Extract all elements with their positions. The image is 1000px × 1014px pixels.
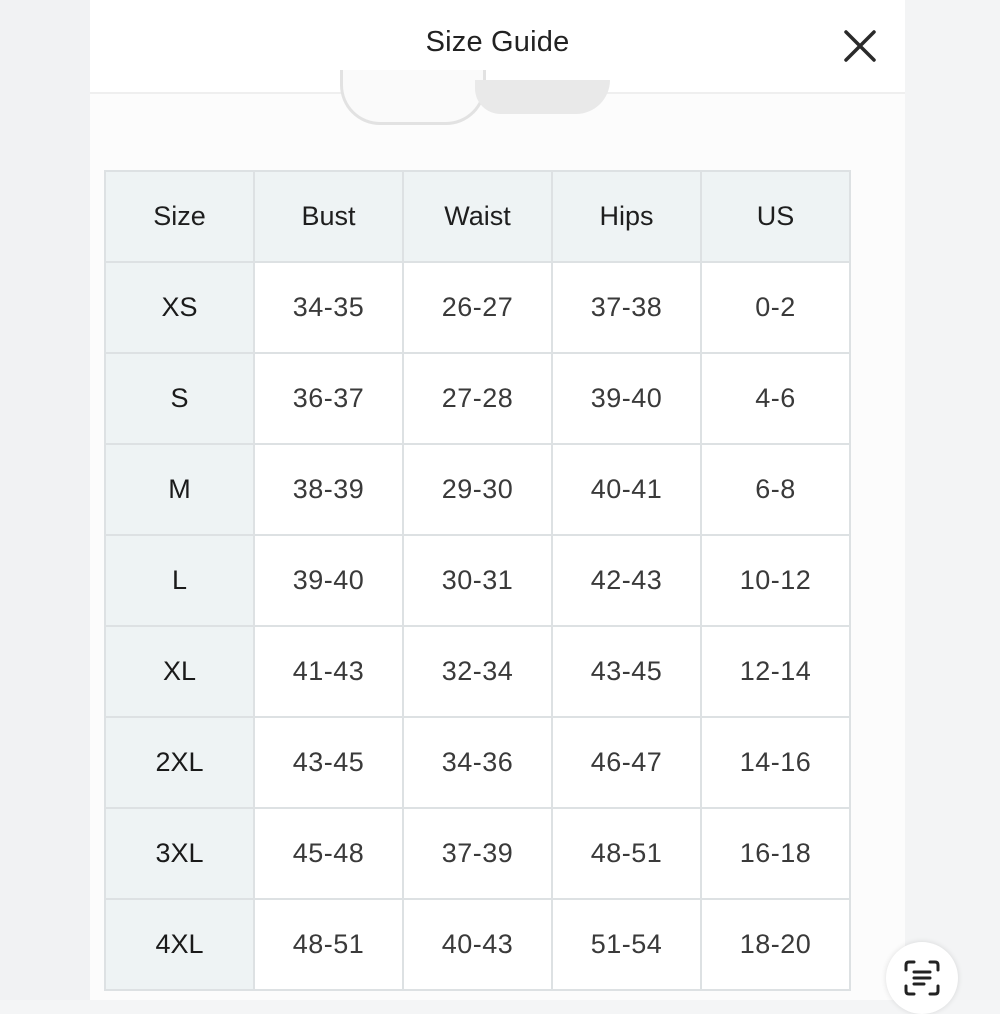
bust-cell: 43-45 <box>254 717 403 808</box>
table-row <box>105 899 850 990</box>
hips-cell: 43-45 <box>552 626 701 717</box>
hips-cell: 39-40 <box>552 353 701 444</box>
waist-cell: 34-36 <box>403 717 552 808</box>
table-header-row <box>105 171 850 262</box>
bust-cell: 34-35 <box>254 262 403 353</box>
column-header: Size <box>105 171 254 262</box>
waist-cell: 27-28 <box>403 353 552 444</box>
column-header: US <box>701 171 850 262</box>
table-row <box>105 444 850 535</box>
size-cell: 3XL <box>105 808 254 899</box>
hips-cell: 42-43 <box>552 535 701 626</box>
hips-cell: 37-38 <box>552 262 701 353</box>
bust-cell: 38-39 <box>254 444 403 535</box>
hips-cell: 51-54 <box>552 899 701 990</box>
us-size-cell: 12-14 <box>701 626 850 717</box>
table-row <box>105 353 850 444</box>
bust-cell: 48-51 <box>254 899 403 990</box>
us-size-cell: 14-16 <box>701 717 850 808</box>
product-image-peek <box>340 70 486 125</box>
size-chart-table <box>104 170 851 991</box>
size-cell: 2XL <box>105 717 254 808</box>
table-row <box>105 717 850 808</box>
bust-cell: 41-43 <box>254 626 403 717</box>
size-cell: S <box>105 353 254 444</box>
us-size-cell: 16-18 <box>701 808 850 899</box>
scan-text-icon <box>903 959 941 997</box>
us-size-cell: 4-6 <box>701 353 850 444</box>
us-size-cell: 0-2 <box>701 262 850 353</box>
waist-cell: 40-43 <box>403 899 552 990</box>
us-size-cell: 10-12 <box>701 535 850 626</box>
background-left <box>0 0 90 1000</box>
waist-cell: 30-31 <box>403 535 552 626</box>
size-cell: L <box>105 535 254 626</box>
scan-text-button[interactable] <box>886 942 958 1014</box>
hips-cell: 48-51 <box>552 808 701 899</box>
column-header: Hips <box>552 171 701 262</box>
hips-cell: 46-47 <box>552 717 701 808</box>
table-row <box>105 262 850 353</box>
waist-cell: 37-39 <box>403 808 552 899</box>
waist-cell: 26-27 <box>403 262 552 353</box>
column-header: Bust <box>254 171 403 262</box>
size-cell: 4XL <box>105 899 254 990</box>
table-row <box>105 808 850 899</box>
close-button[interactable] <box>838 24 882 68</box>
us-size-cell: 18-20 <box>701 899 850 990</box>
bust-cell: 45-48 <box>254 808 403 899</box>
size-cell: XL <box>105 626 254 717</box>
column-header: Waist <box>403 171 552 262</box>
us-size-cell: 6-8 <box>701 444 850 535</box>
bust-cell: 36-37 <box>254 353 403 444</box>
waist-cell: 29-30 <box>403 444 552 535</box>
close-icon <box>838 24 882 68</box>
bust-cell: 39-40 <box>254 535 403 626</box>
hips-cell: 40-41 <box>552 444 701 535</box>
size-cell: M <box>105 444 254 535</box>
table-row <box>105 535 850 626</box>
page-title: Size Guide <box>425 26 570 58</box>
product-image-peek-shadow <box>475 80 610 114</box>
table-row <box>105 626 850 717</box>
size-cell: XS <box>105 262 254 353</box>
waist-cell: 32-34 <box>403 626 552 717</box>
background-right <box>905 0 1000 1000</box>
